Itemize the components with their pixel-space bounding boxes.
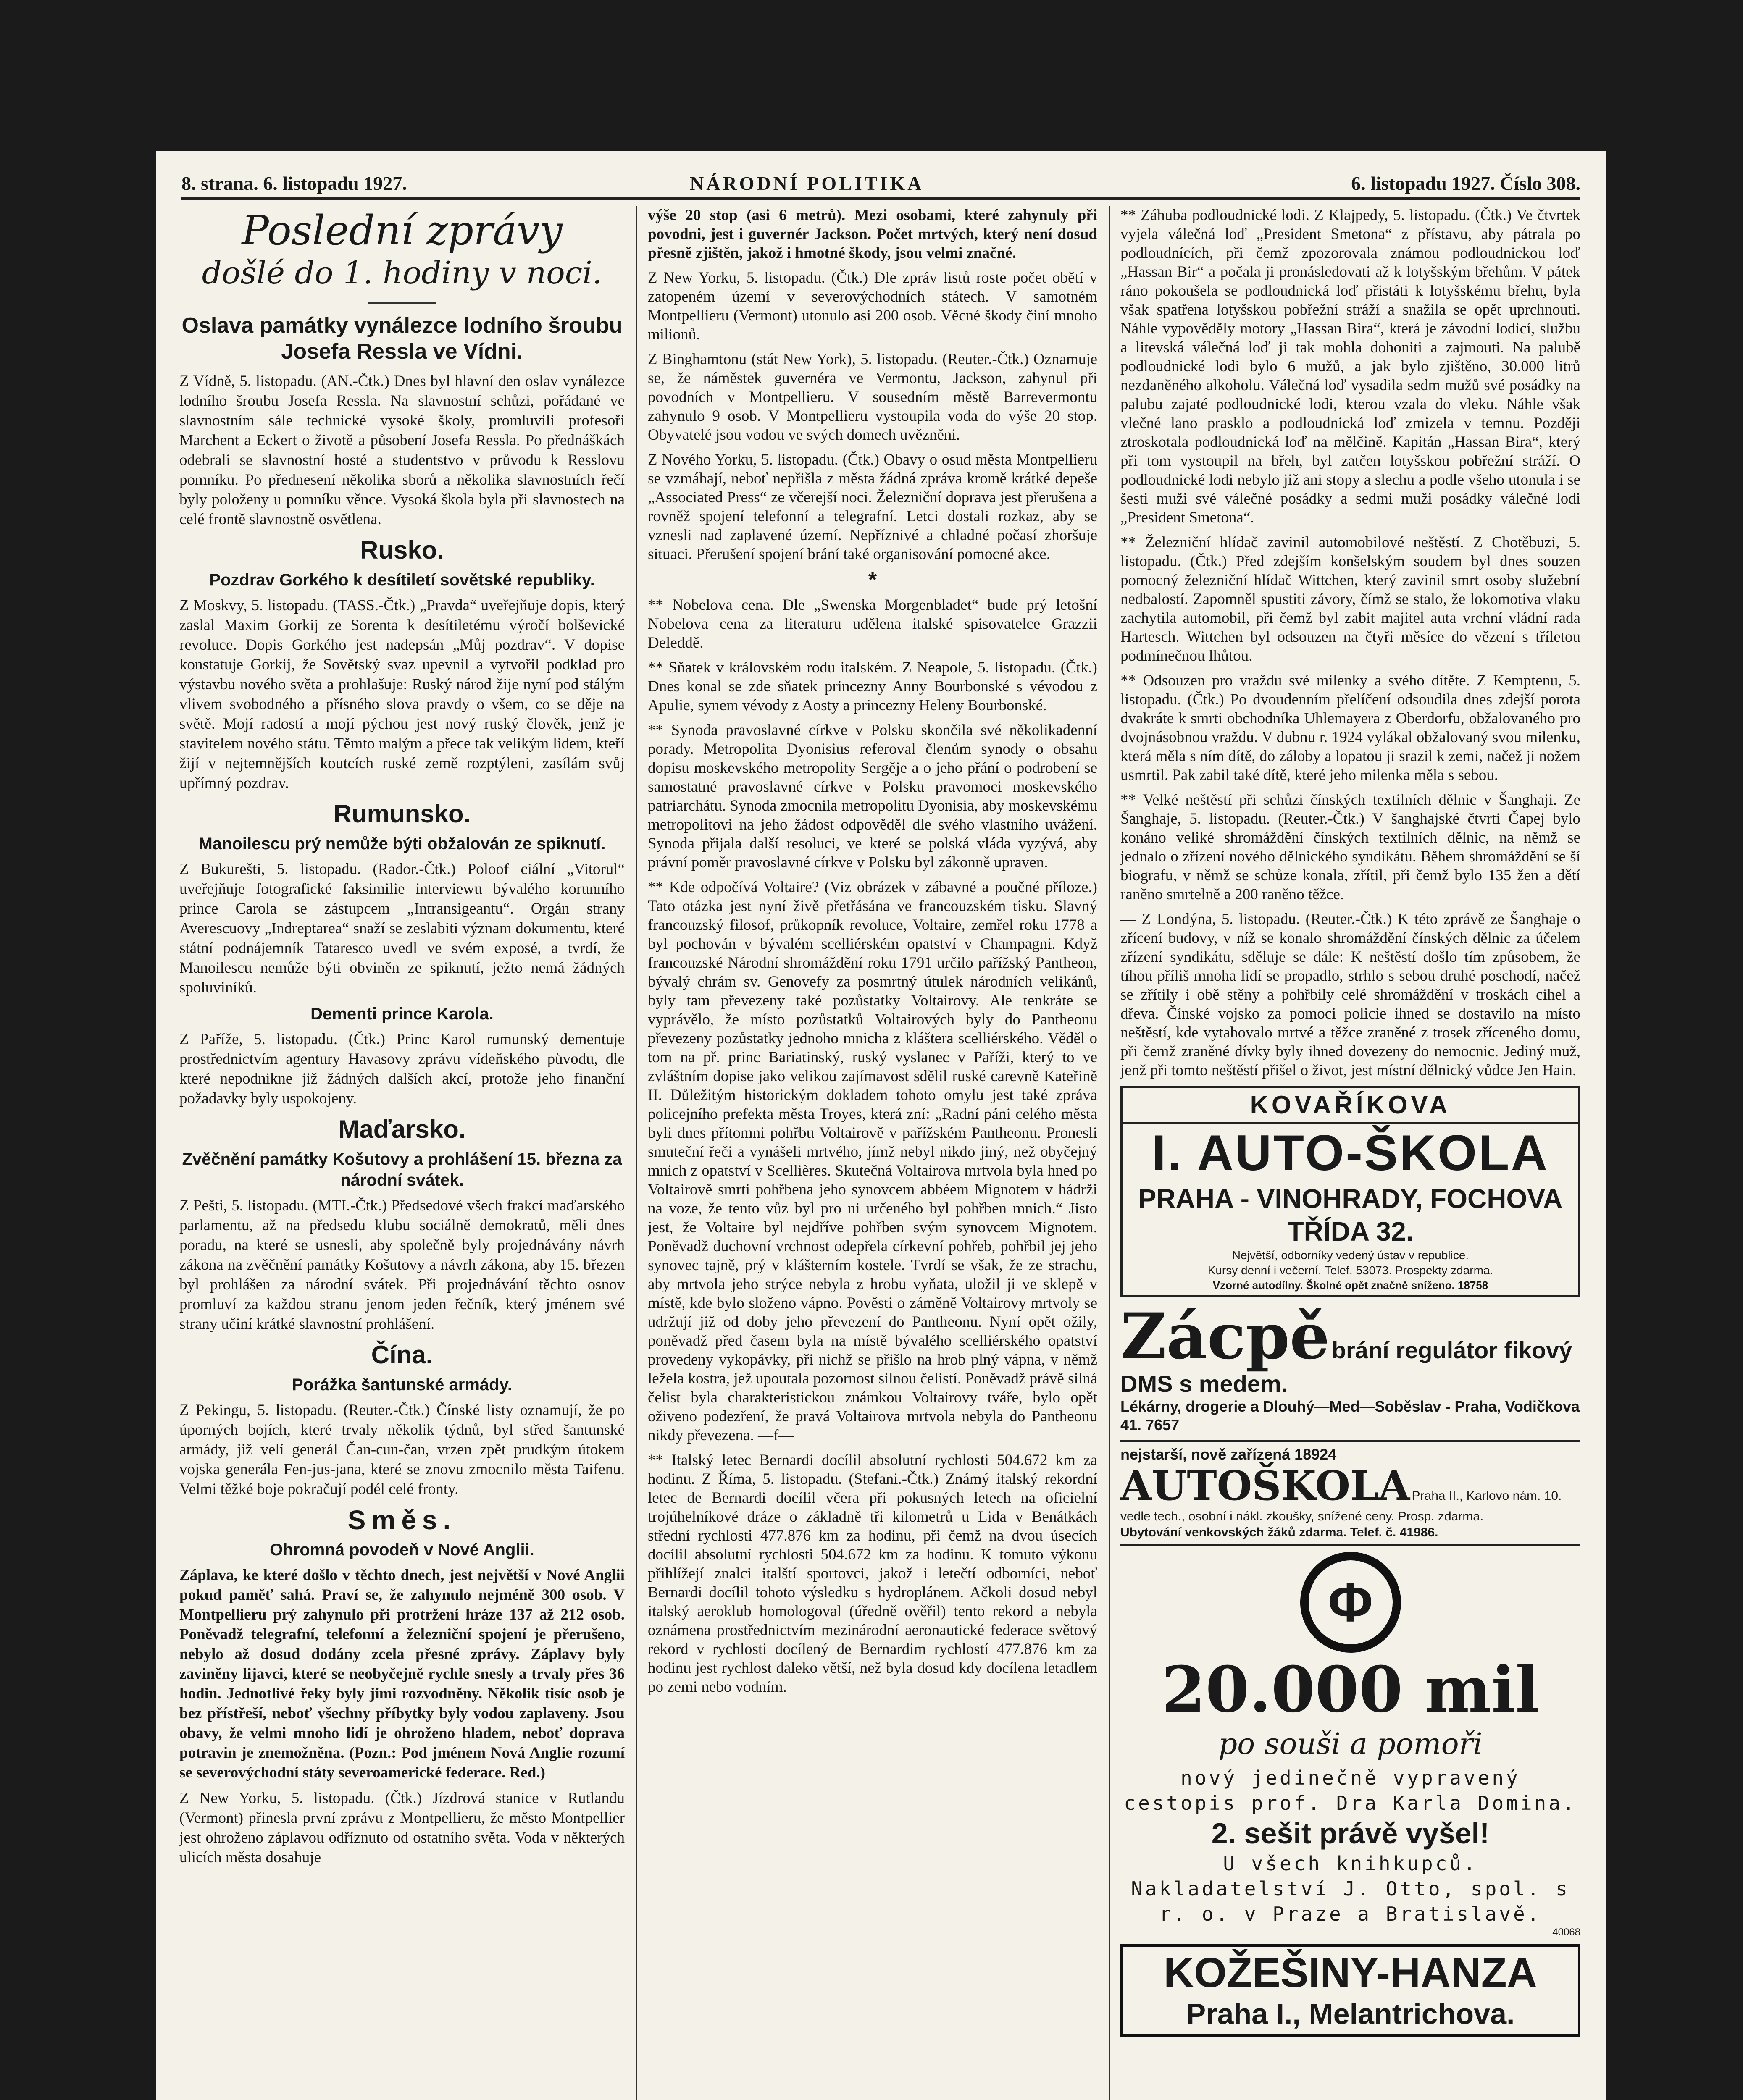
article-text: ** Sňatek v královském rodu italském. Z Neapole, 5. listopadu. (Čtk.) Dnes konal se zde sňatek princezny Anny Bourbonské s vévodou z Apulie, synem vévody z Aosty a princezny Heleny Bourbonské. <box>648 659 1097 714</box>
page-header <box>181 172 1580 200</box>
column-3 <box>1120 206 1580 2100</box>
article-text: Z Moskvy, 5. listopadu. (TASS.-Čtk.) „Pravda“ uveřejňuje dopis, který zaslal Maxim Gorkij ze Sorenta k desítiletému výročí bolševické revoluce. Dopis Gorkého jest nadepsán „Můj pozdrav“. V dopise konstatuje Gorkij, že Sovětský svaz upevnil a vytvořil podklad pro výstavbu nového světa a prohlašuje: Ruský národ žije nyní pod stálým vlivem svobodného a přísného slova pravdy o všem, co se děje na světě. Mojí radostí a mojí pýchou jest nový ruský člověk, jenž je stavitelem nového státu. Těmto malým a přece tak velikým lidem, kteří žijí v nejtemnějších koutcích ruské země rozptýleni, zasílám svůj upřímný pozdrav. <box>179 597 625 792</box>
advertisement-autoskola <box>1120 1440 1580 1546</box>
article-text: Z New Yorku, 5. listopadu. (Čtk.) Jízdrová stanice v Rutlandu (Vermont) přinesla první zprávu z Montpellieru, že město Montpellier jest ohroženo záplavou odříznuto od ostatního světa. Voda v některých ulicích města dosahuje <box>179 1790 625 1866</box>
header-right: 6. listopadu 1927. Číslo 308. <box>1351 173 1580 194</box>
article-text: ** Záhuba podloudnické lodi. Z Klajpedy, 5. listopadu. (Čtk.) Ve čtvrtek vyjela válečná loď „President Smetona“ z přístavu, aby pátrala po podloudnících, při čemž zpozorovala známou podloudnickou loď „Hassan Bir“ a počala ji pronásledovati až k lotyšským břehům. V pátek ráno pokoušela se podloudnická loď přistáti k lotyšskému břehu, byla však spatřena lotyšskou pobřežní stráží a snažila se opět uprchnouti. Náhle vypověděly motory „Hassan Bira“, která je závodní lodicí, službu a litevská válečná loď ji tak mohla dohoniti a zajmouti. Na palubě podloudnické lodi bylo 6 mužů, a jak bylo zjištěno, 30.000 litrů nezdaněného alkoholu. Válečná loď vysadila sedm mužů své posádky na palubu zajaté podloudnické lodi, kterou vzala do vleku. Náhle však vlečné lano prasklo a podloudnická loď zmizela v temnu. Později ztroskotala podloudnická loď na mělčině. Kapitán „Hassan Bira“, který při tom vystoupil na břeh, byl zatčen lotyšskou pobřežní stráží. O podloudnické lodi nebylo již ani stopy a slechu a podle všeho utonula i se šesti muži své válečné posádky a sedmi muži posádky válečné lodi „President Smetona“. <box>1120 207 1580 526</box>
article-text: ** Nobelova cena. Dle „Swenska Morgenbladet“ bude prý letošní Nobelova cena za literaturu udělena italské spisovatelce Grazzii Deleddě. <box>648 596 1097 651</box>
newspaper-page <box>156 151 1606 2100</box>
headline: Manoilescu prý nemůže býti obžalován ze spiknutí. <box>198 835 606 853</box>
ad-text: U všech knihkupců. Nakladatelství J. Otto, spol. s r. o. v Praze a Bratislavě. <box>1131 1852 1570 1925</box>
article-text: ** Odsouzen pro vraždu své milenky a svého dítěte. Z Kemptenu, 5. listopadu. (Čtk.) Po dvoudenním přelíčení odsoudila dnes zdejší porota dvakráte k smrti obchodníka Uhlemayera z Oberdorfu, obžalovaného pro dvojnásobnou vraždu. V dubnu r. 1924 vylákal obžalovaný svou milenku, která měla s ním dítě, do záloby a lopatou ji srazil k zemi, načež ji nožem usmrtil. Pak zabil také dítě, které jeho milenka měla s sebou. <box>1120 672 1580 784</box>
headline: Ohromná povodeň v Nové Anglii. <box>270 1541 534 1559</box>
ad-text: 2. sešit právě vyšel! <box>1211 1817 1490 1850</box>
headline: Porážka šantunské armády. <box>292 1376 512 1394</box>
article-text: Z Nového Yorku, 5. listopadu. (Čtk.) Obavy o osud města Montpellieru se vzmáhají, neboť nepřišla z města žádná zpráva kromě krátké depeše „Associated Press“ ze včerejší noci. Železniční doprava jest přerušena a rovněž spojení telefonní a telegrafní. Letci dostali rozkaz, aby se vznesli nad zaplavené území. Nepříznivé a chladné počasí zhoršuje situaci. Přerušení spojení brání také organisování pomocné akce. <box>648 451 1097 563</box>
article-text: Z New Yorku, 5. listopadu. (Čtk.) Dle zpráv listů roste počet obětí v zatopeném území v severovýchodních státech. V samotném Montpellieru (Vermont) utonulo asi 200 osob. Věcné škody činí mnoho milionů. <box>648 269 1097 343</box>
ad-text: Praha II., Karlovo nám. 10. vedle tech., osobní i nákl. zkoušky, snížené ceny. Prosp. zdarma. <box>1120 1489 1562 1523</box>
article-text: ** Velké neštěstí při schůzi čínských textilních dělnic v Šanghaji. Ze Šanghaje, 5. listopadu. (Reuter.-Čtk.) V šanghajské čtvrti Čapej bylo konáno veliké shromáždění čínských textilních dělnic, na němž se jednalo o zřízení nového dělnického syndikátu. Během shromáždění se ší biografu, v němž se schůze konala, zřítil, při čemž bylo 135 žen a dětí raněno smrtelně a 200 raněno těžce. <box>1120 791 1580 903</box>
ad-text: KOŽEŠINY-HANZA <box>1164 1949 1537 1996</box>
section-title: Rusko. <box>360 536 444 564</box>
ad-text: PRAHA - VINOHRADY, FOCHOVA TŘÍDA 32. <box>1138 1184 1563 1247</box>
article-text: Záplava, ke které došlo v těchto dnech, jest největší v Nové Anglii pokud paměť sahá. Praví se, že zahynulo nejméně 300 osob. V Montpellieru prý zahynulo při protržení hráze 137 až 212 osob. Poněvadž telegrafní, telefonní a železniční spojení je přerušeno, nebylo až dosud dodány zcela přesné zprávy. Záplavy byly zaviněny lijavci, které se neobyčejně rychle snesly a trvaly přes 36 hodin. Jednotlivé řeky byly jimi rozvodněny. Několik tisíc osob je bez přístřeší, neboť všechny příbytky byly vodou zaplaveny. Jsou obavy, že velmi mnoho lidí je ohroženo hladem, neboť doprava potravin je znemožněna. (Pozn.: Pod jménem Nová Anglie rozumí se severovýchodní státy severoamerické federace. Red.) <box>179 1567 625 1781</box>
phi-logo-icon: Φ <box>1300 1552 1401 1653</box>
divider <box>368 302 436 304</box>
headline: Pozdrav Gorkého k desítiletí sovětské republiky. <box>209 571 595 589</box>
article-text: Z Binghamtonu (stát New York), 5. listopadu. (Reuter.-Čtk.) Oznamuje se, že náměstek guvernéra ve Vermontu, Jackson, zahynul při povodních v Montpellieru. V sousedním městě Barrevermontu zahynulo 9 osob. V Montpellieru vystoupila voda do výše 20 stop. Obyvatelé jsou vodou ve svých domech uvězněni. <box>648 351 1097 444</box>
article-text: — Z Londýna, 5. listopadu. (Reuter.-Čtk.) K této zprávě ze Šanghaje o zřícení budovy, v níž se konalo shromáždění čínských dělnic za účelem zřízení syndikátu, sděluje se dále: K neštěstí došlo tím způsobem, že tíhou příliš mnoha lidí se propadlo, strhlo s sebou druhé poschodí, načež se zřítily i obě stěny a pohřbily celé shromáždění v troskách cihel a dřeva. Čínské vojsko za pomoci policie ihned se dostavilo na místo neštěstí, kde vytahovalo mrtvé a těžce zraněné z trosek zříceného domu, při čemž zraněné dívky byly ihned dovezeny do nemocnic. Jediný muž, jenž při tomto neštěstí přišel o život, jest místní dělnický vůdce Jen Hain. <box>1120 911 1580 1079</box>
headline: Oslava památky vynálezce lodního šroubu Josefa Ressla ve Vídni. <box>181 313 623 364</box>
ad-text: I. AUTO-ŠKOLA <box>1151 1125 1549 1181</box>
headline: Dementi prince Karola. <box>310 1005 494 1023</box>
article-text: ** Kde odpočívá Voltaire? (Viz obrázek v zábavné a poučné příloze.) Tato otázka jest nyní živě přetřásána ve francouzském tisku. Slavný francouzský filosof, průkopník revoluce, Voltaire, zemřel roku 1778 a byl pochován v bývalém scelliérském opatství v Champagni. Když francouzské Národní shromáždění roku 1791 určilo pařížský Pantheon, bývalý chrám sv. Genovefy za posmrtný útulek národních velikánů, byly tam převezeny také pozůstatky Voltairovy. Ale tenkráte se vyprávělo, že místo pozůstatků Voltairových byly do Pantheonu převezeny pozůstatky jednoho mnicha z kláštera scelliérského. Věděl o tom na př. princ Bariatinský, ruský vyslanec v Paříži, který to ve zvláštním dopise jako velikou zajímavost sdělil ruské carevně Kateřině II. Důležitým historickým dokladem tohoto omylu jest také zpráva policejního prefekta města Troyes, která zní: „Radní páni celého města byli dnes přítomni pohřbu Voltairově v pařížském Pantheonu. Pronesli smuteční řeči a vynášeli mrtvého, jímž nebyl nikdo jiný, než obyčejný mnich z opatství v Scellières. Skutečná Voltairova mrtvola byla hned po Voltairově smrti pohřbena jeho synovcem abbéem Mignotem v hádrži na voze, že tento vůz byl pro ni určeného byl pohřben mnich.“ Jisto jest, že Voltaire byl nejdříve pohřben svým synovcem Mignotem. Poněvadž duchovní vrchnost odepřela církevní pohřeb, pohřbil jej jeho synovec tajně, prý v klášterním kostele. Tvrdí se však, že ze strachu, aby mrtvola jeho strýce nebyla z hrobu vyňata, uložil ji ve sklepě v místě, kde bylo složeno vápno. Pověsti o záměně Voltairovy mrtvoly se udržují již od doby jeho převezení do Pantheonu. Nyní opět ožily, poněvadž před časem byla na místě bývalého scelliérského opatství provedeny vykopávky, při nichž se přišlo na hrob plný vápna, v němž ležela kostra, jež upoutala pozornost silnou čelistí. Poněvadž právě silná čelist byla charakteristickou známkou Voltairovy tváře, bylo opět oživeno podezření, že pravá Voltairova mrtvola nebyla do Pantheonu nikdy převezena. —f— <box>648 879 1097 1444</box>
ad-text: Ubytování venkovských žáků zdarma. Telef. č. 41986. <box>1120 1525 1438 1539</box>
article-text: Z Bukurešti, 5. listopadu. (Rador.-Čtk.) Poloof ciální „Vitorul“ uveřejňuje fotografické faksimilie interviewu bývalého korunního prince Carola se zástupcem „Intransigeantu“. Orgán strany Averescuovy „Indreptarea“ snaží se zeslabiti význam dokumentu, které státní podnájemník Tataresco uvedl ve svém exposé, a tvrdí, že Manoilescu nemůže býti obviněn ze spiknutí, ježto nemá žádných spoluviníků. <box>179 861 625 996</box>
ad-text: KOVAŘÍKOVA <box>1123 1088 1578 1124</box>
ad-text: Největší, odborníky vedený ústav v republice. <box>1232 1249 1469 1262</box>
ad-text: nový jedinečně vypravený cestopis prof. Dra Karla Domina. <box>1124 1767 1577 1814</box>
ad-text: 40068 <box>1552 1927 1580 1938</box>
column-divider <box>636 206 637 2100</box>
advertisement-autoskola-kovarik <box>1120 1086 1580 1297</box>
ad-text: 20.000 mil <box>1162 1653 1539 1727</box>
section-title: Směs. <box>347 1505 457 1535</box>
header-masthead: NÁRODNÍ POLITIKA <box>690 173 924 194</box>
advertisement-kozesiny-hanza <box>1120 1944 1580 2037</box>
ad-text: Lékárny, drogerie a Dlouhý—Med—Soběslav - Praha, Vodičkova 41. 7657 <box>1120 1398 1580 1433</box>
headline: Zvěčnění památky Košutovy a prohlášení 15. března za národní svátek. <box>182 1150 622 1189</box>
ad-text: Praha I., Melantrichova. <box>1186 1998 1515 2030</box>
separator-star: * <box>868 568 877 592</box>
section-title: Čína. <box>371 1341 433 1369</box>
advertisement-zacpe <box>1120 1299 1580 1434</box>
column-divider <box>1109 206 1110 2100</box>
ad-text: AUTOŠKOLA <box>1120 1462 1410 1509</box>
article-text: výše 20 stop (asi 6 metrů). Mezi osobami, které zahynuly při povodni, jest i guvernér Jackson. Počet mrtvých, který není dosud přesně zjištěn, jakož i hmotné škody, jsou velmi značné. <box>648 207 1097 262</box>
article-text: ** Železniční hlídač zavinil automobilové neštěstí. Z Chotěbuzi, 5. listopadu. (Čtk.) Před zdejším konšelským soudem byl dnes souzen pomocný železniční hlídač Wittchen, který zavinil smrt osoby služební nedbalostí. Zapomněl spustiti závory, čímž se stalo, že lokomotiva vlaku zachytila automobil, při čemž byl zabit majitel auta vrchní vládní rada Hartesch. Wittchen byl odsouzen na čtyři měsíce do vězení s tříletou podmínečnou lhůtou. <box>1120 534 1580 664</box>
column-2 <box>648 206 1097 2100</box>
column-1 <box>179 206 625 2100</box>
ad-text: nejstarší, nově zařízená 18924 <box>1120 1446 1337 1463</box>
article-text: Z Paříže, 5. listopadu. (Čtk.) Princ Karol rumunský dementuje prostřednictvím agentury Havasovy zprávu vídeňského původu, dle které nepodnikne již žádných dalších akcí, protože jeho finanční požadavky byly uspokojeny. <box>179 1031 625 1107</box>
article-text: Z Vídně, 5. listopadu. (AN.-Čtk.) Dnes byl hlavní den oslav vynálezce lodního šroubu Josefa Ressla. Na slavnostní schůzi, pořádané ve slavnostním sále technické vysoké školy, promluvili profesoři Marchent a Eckert o životě a působení Josefa Ressla. Po přednáškách odebrali se slavnostní hosté a studentstvo v průvodu k Resslovu pomníku. Po přednesení několika sborů a několika slavnostních řečí byly položeny u pomníku věnce. Vysoká škola byla při slavnostech na celé frontě slavnostně osvětlena. <box>179 373 625 528</box>
ad-text: po souši a pomoři <box>1218 1727 1483 1761</box>
article-text: ** Synoda pravoslavné církve v Polsku skončila své několikadenní porady. Metropolita Dyonisius referoval členům synody o obsahu dopisu moskevského metropolity Sergěje a o jeho přání o podrobení se samostatné pravoslavné církve v Polsku pravomoci moskevského patriarchátu. Synoda zmocnila metropolitu Dyonisia, aby moskevskému metropolitovi na jeho žádost odpověděl dle svého vlastního uvážení. Synoda přijala další resoluci, ve které se polská vláda vyzývá, aby právní poměr pravoslavné církve v Polsku byl zákonně upraven. <box>648 722 1097 871</box>
article-text: Z Pešti, 5. listopadu. (MTI.-Čtk.) Předsedové všech frakcí maďarského parlamentu, až na předsedu klubu sociálně demokratů, měli dnes poradu, na které se usnesli, aby společně byly projednávány návrh zákona na zvěčnění památky Košutovy a návrh zákona, aby 15. březen byl prohlášen za národní svátek. Při projednávání těchto osnov promluví za každou stranu jenom jeden řečník, který jménem své strany učiní krátké slavnostní prohlášení. <box>179 1197 625 1333</box>
header-left: 8. strana. 6. listopadu 1927. <box>181 173 407 194</box>
banner-subtitle: došlé do 1. hodiny v noci. <box>202 255 602 291</box>
advertisement-cestopis <box>1120 1552 1580 1938</box>
banner-title: Poslední zprávy <box>242 207 563 254</box>
ad-text: Kursy denní i večerní. Telef. 53073. Prospekty zdarma. <box>1207 1264 1493 1277</box>
ad-text: brání regulátor fikový DMS s medem. <box>1120 1337 1572 1397</box>
ad-text: Vzorné autodílny. Školné opět značně sníženo. 18758 <box>1212 1279 1488 1292</box>
section-title: Rumunsko. <box>333 800 471 828</box>
article-text: ** Italský letec Bernardi docílil absolutní rychlosti 504.672 km za hodinu. Z Říma, 5. listopadu. (Stefani.-Čtk.) Známý italský rekordní letec de Bernardi docílil včera při pokusných letech na oficielní trojúhelníkové dráze o základně tři kilometrů u Lida v Benátkách střední rychlosti 477.876 km za hodinu, při čemž na dvou úsecích docílil absolutní rychlosti 504.672 km za hodinu. K tomuto výkonu přihlížejí znalci italští sportovci, jakož i letečtí odborníci, neboť Bernardi docílil tohoto výsledku s hydroplánem. Ačkoli dosud nebyl italský aeroklub homologoval (úředně ověřil) tento rekord a nebyla oznámena prostřednictvím mezinárodní aeronautické federace světový rekord v rychlosti docílený de Bernardim rychlostí 477.876 km za hodinu jest rychlost daleko větší, než byla dosud kdy docílena letadlem po zemi nebo vodním. <box>648 1452 1097 1696</box>
ad-text: Zácpě <box>1120 1299 1330 1373</box>
section-title: Maďarsko. <box>338 1115 466 1143</box>
article-text: Z Pekingu, 5. listopadu. (Reuter.-Čtk.) Čínské listy oznamují, že po úporných bojích, které trvaly několik týdnů, byl střed šantunské armády, již velí generál Čan-cun-čan, vrzen zpět prudkým útokem vojska generála Fen-jus-jana, které se znovu zmocnilo města Taifenu. Velmi těžké boje pokračují podél celé fronty. <box>179 1402 625 1498</box>
